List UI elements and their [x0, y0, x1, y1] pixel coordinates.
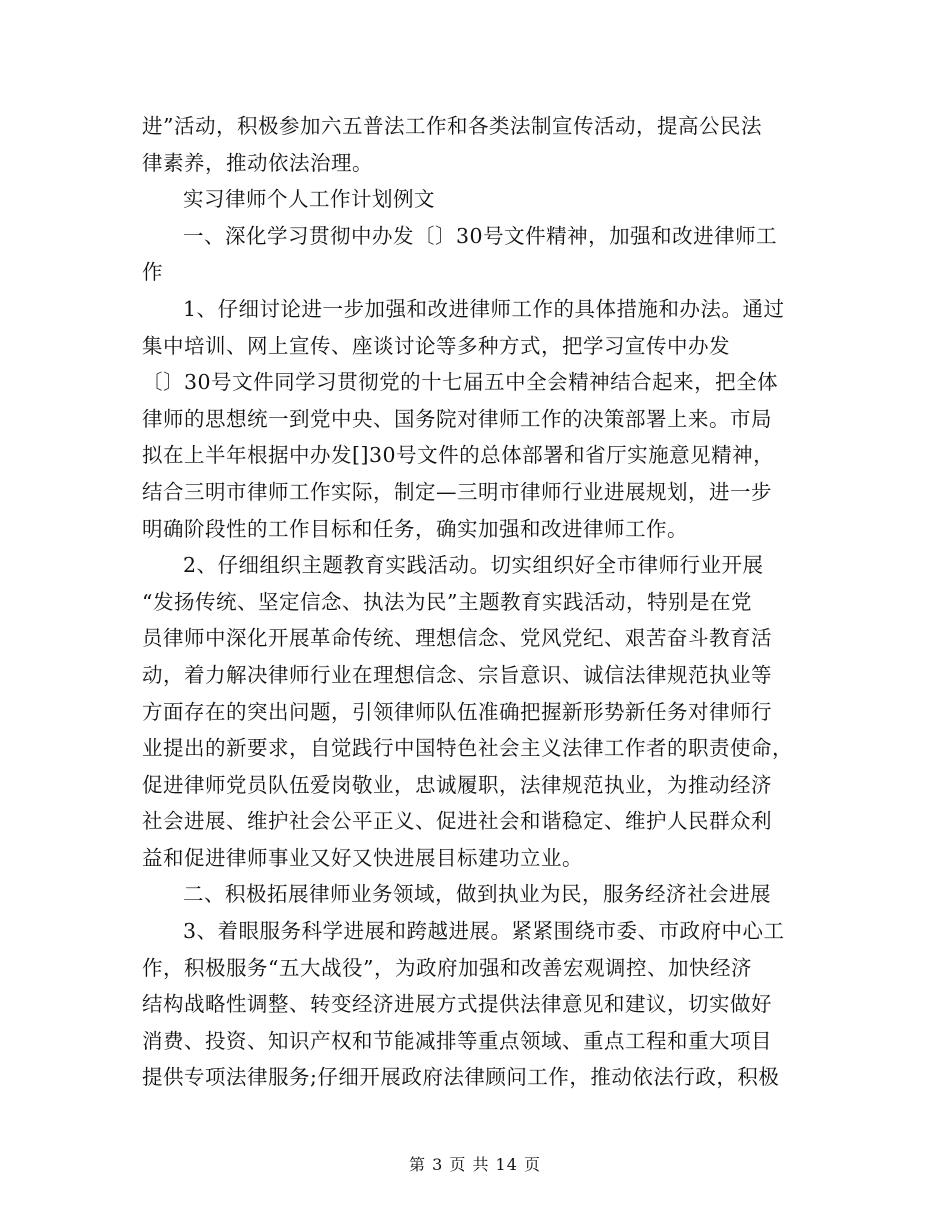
text-line: 作 — [142, 260, 163, 285]
page-footer — [0, 1152, 950, 1175]
text-line: 二、积极拓展律师业务领域，做到执业为民，服务经济社会进展 — [183, 882, 771, 907]
text-line: 2、仔细组织主题教育实践活动。切实组织好全市律师行业开展 — [183, 553, 764, 578]
text-line: 明确阶段性的工作目标和任务，确实加强和改进律师工作。 — [142, 516, 688, 541]
text-line: 实习律师个人工作计划例文 — [183, 187, 435, 212]
page-number-text: 第 3 页 共 14 页 — [409, 1155, 541, 1174]
text-line: “发扬传统、坚定信念、执法为民”主题教育实践活动，特别是在党 — [142, 589, 752, 614]
text-line: 方面存在的突出问题，引领律师队伍准确把握新形势新任务对律师行 — [142, 699, 772, 724]
document-body — [142, 108, 806, 1096]
text-line: 集中培训、网上宣传、座谈讨论等多种方式，把学习宣传中办发 — [142, 333, 730, 358]
text-line: 消费、投资、知识产权和节能减排等重点领域、重点工程和重大项目 — [142, 1028, 772, 1053]
text-line: 动，着力解决律师行业在理想信念、宗旨意识、诚信法律规范执业等 — [142, 662, 772, 687]
text-line: 律师的思想统一到党中央、国务院对律师工作的决策部署上来。市局 — [142, 406, 772, 431]
text-line: 作，积极服务“五大战役”，为政府加强和改善宏观调控、加快经济 — [142, 955, 752, 980]
text-line: 结构战略性调整、转变经济进展方式提供法律意见和建议，切实做好 — [142, 992, 772, 1017]
text-line: 益和促进律师事业又好又快进展目标建功立业。 — [142, 845, 583, 870]
text-line: 3、着眼服务科学进展和跨越进展。紧紧围绕市委、市政府中心工 — [183, 919, 785, 944]
text-line: 员律师中深化开展革命传统、理想信念、党风党纪、艰苦奋斗教育活 — [142, 626, 772, 651]
text-line: 促进律师党员队伍爱岗敬业，忠诚履职，法律规范执业，为推动经济 — [142, 772, 772, 797]
text-line: 进”活动，积极参加六五普法工作和各类法制宣传活动，提高公民法 — [142, 114, 762, 138]
text-line: 一、深化学习贯彻中办发〔〕30号文件精神，加强和改进律师工 — [183, 223, 778, 248]
text-line: 1、仔细讨论进一步加强和改进律师工作的具体措施和办法。通过 — [183, 296, 785, 321]
text-line: 结合三明市律师工作实际，制定—三明市律师行业进展规划，进一步 — [142, 479, 772, 504]
text-line: 律素养，推动依法治理。 — [142, 150, 373, 175]
text-line: 〔〕30号文件同学习贯彻党的十七届五中全会精神结合起来，把全体 — [142, 370, 779, 395]
text-line: 社会进展、维护社会公平正义、促进社会和谐稳定、维护人民群众利 — [142, 809, 772, 834]
text-line: 业提出的新要求，自觉践行中国特色社会主义法律工作者的职责使命， — [142, 736, 793, 761]
text-line: 拟在上半年根据中办发[]30号文件的总体部署和省厅实施意见精神， — [142, 443, 775, 468]
text-line: 提供专项法律服务;仔细开展政府法律顾问工作，推动依法行政，积极 — [142, 1065, 780, 1090]
